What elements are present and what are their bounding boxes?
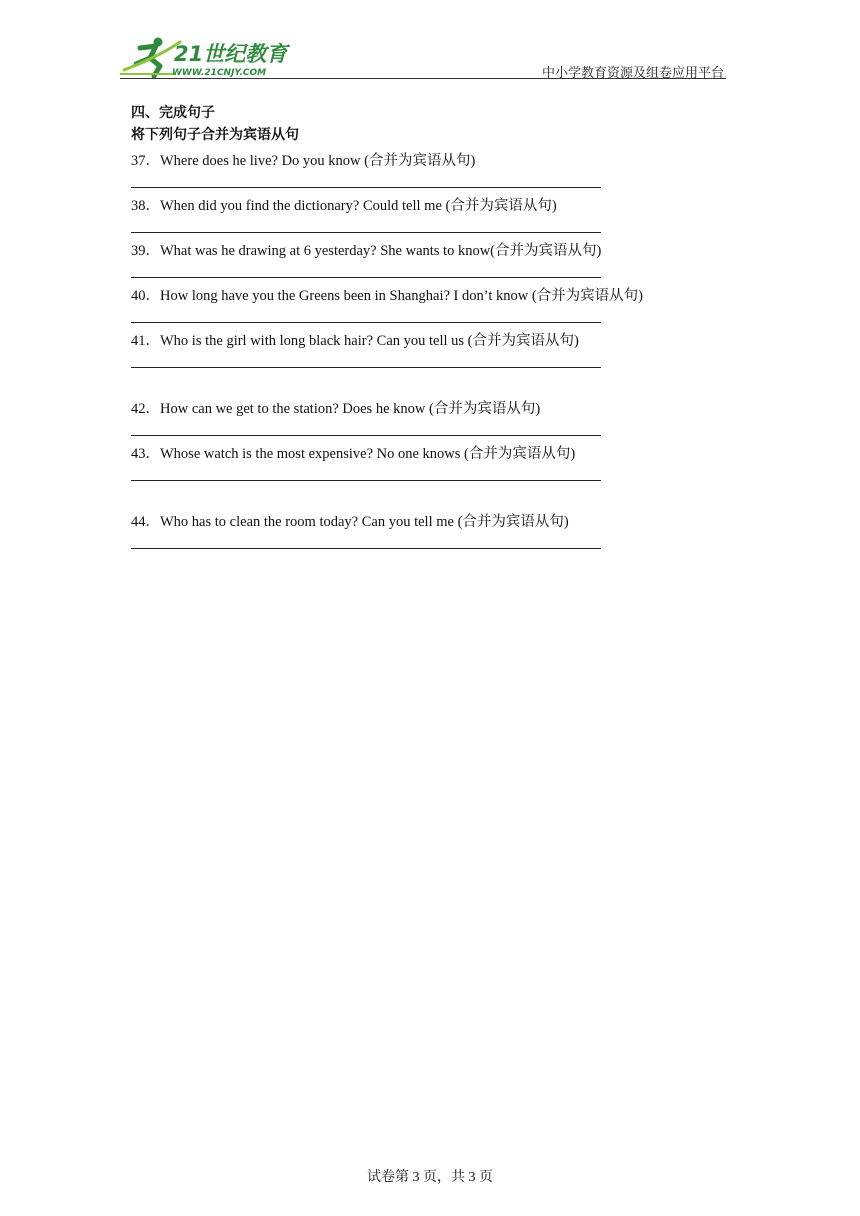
runner-icon	[120, 38, 180, 77]
platform-name: 中小学教育资源及组卷应用平台	[541, 66, 724, 81]
answer-line[interactable]	[131, 277, 601, 278]
question-41	[131, 331, 601, 368]
answer-line[interactable]	[131, 322, 601, 323]
question-42	[131, 399, 601, 436]
question-number: 37．	[131, 153, 160, 169]
question-43	[131, 444, 601, 481]
question-text: What was he drawing at 6 yesterday? She wants to know(合并为宾语从句)	[160, 243, 602, 259]
question-40	[131, 286, 643, 323]
question-text: How can we get to the station? Does he know (合并为宾语从句)	[160, 401, 541, 417]
question-text: How long have you the Greens been in Shanghai? I don’t know (合并为宾语从句)	[160, 288, 643, 304]
logo-text: 21世纪教育	[174, 42, 288, 66]
answer-line[interactable]	[131, 187, 601, 188]
question-number: 42．	[131, 401, 160, 417]
exercise-content	[131, 103, 731, 145]
section-instruction: 将下列句子合并为宾语从句	[131, 127, 299, 143]
answer-line[interactable]	[131, 367, 601, 368]
question-number: 39．	[131, 243, 160, 259]
question-number: 43．	[131, 446, 160, 462]
page-header	[120, 34, 726, 80]
question-38	[131, 196, 601, 233]
question-number: 41．	[131, 333, 160, 349]
question-text: Who has to clean the room today? Can you tell me (合并为宾语从句)	[160, 514, 569, 530]
question-number: 38．	[131, 198, 160, 214]
question-text: When did you find the dictionary? Could tell me (合并为宾语从句)	[160, 198, 557, 214]
logo-url: WWW.21CNJY.COM	[172, 68, 267, 78]
section-title: 四、完成句子	[131, 105, 215, 121]
answer-line[interactable]	[131, 435, 601, 436]
answer-line[interactable]	[131, 232, 601, 233]
page-footer: 试卷第 3 页，共 3 页	[367, 1170, 493, 1185]
question-number: 40．	[131, 288, 160, 304]
question-text: Where does he live? Do you know (合并为宾语从句)	[160, 153, 476, 169]
answer-line[interactable]	[131, 480, 601, 481]
logo-21cnjy	[120, 34, 290, 80]
question-number: 44．	[131, 514, 160, 530]
question-text: Who is the girl with long black hair? Can you tell us (合并为宾语从句)	[160, 333, 579, 349]
question-39	[131, 241, 601, 278]
question-44	[131, 512, 601, 549]
question-text: Whose watch is the most expensive? No one knows (合并为宾语从句)	[160, 446, 576, 462]
question-37	[131, 151, 601, 188]
header-divider	[120, 78, 726, 79]
answer-line[interactable]	[131, 548, 601, 549]
